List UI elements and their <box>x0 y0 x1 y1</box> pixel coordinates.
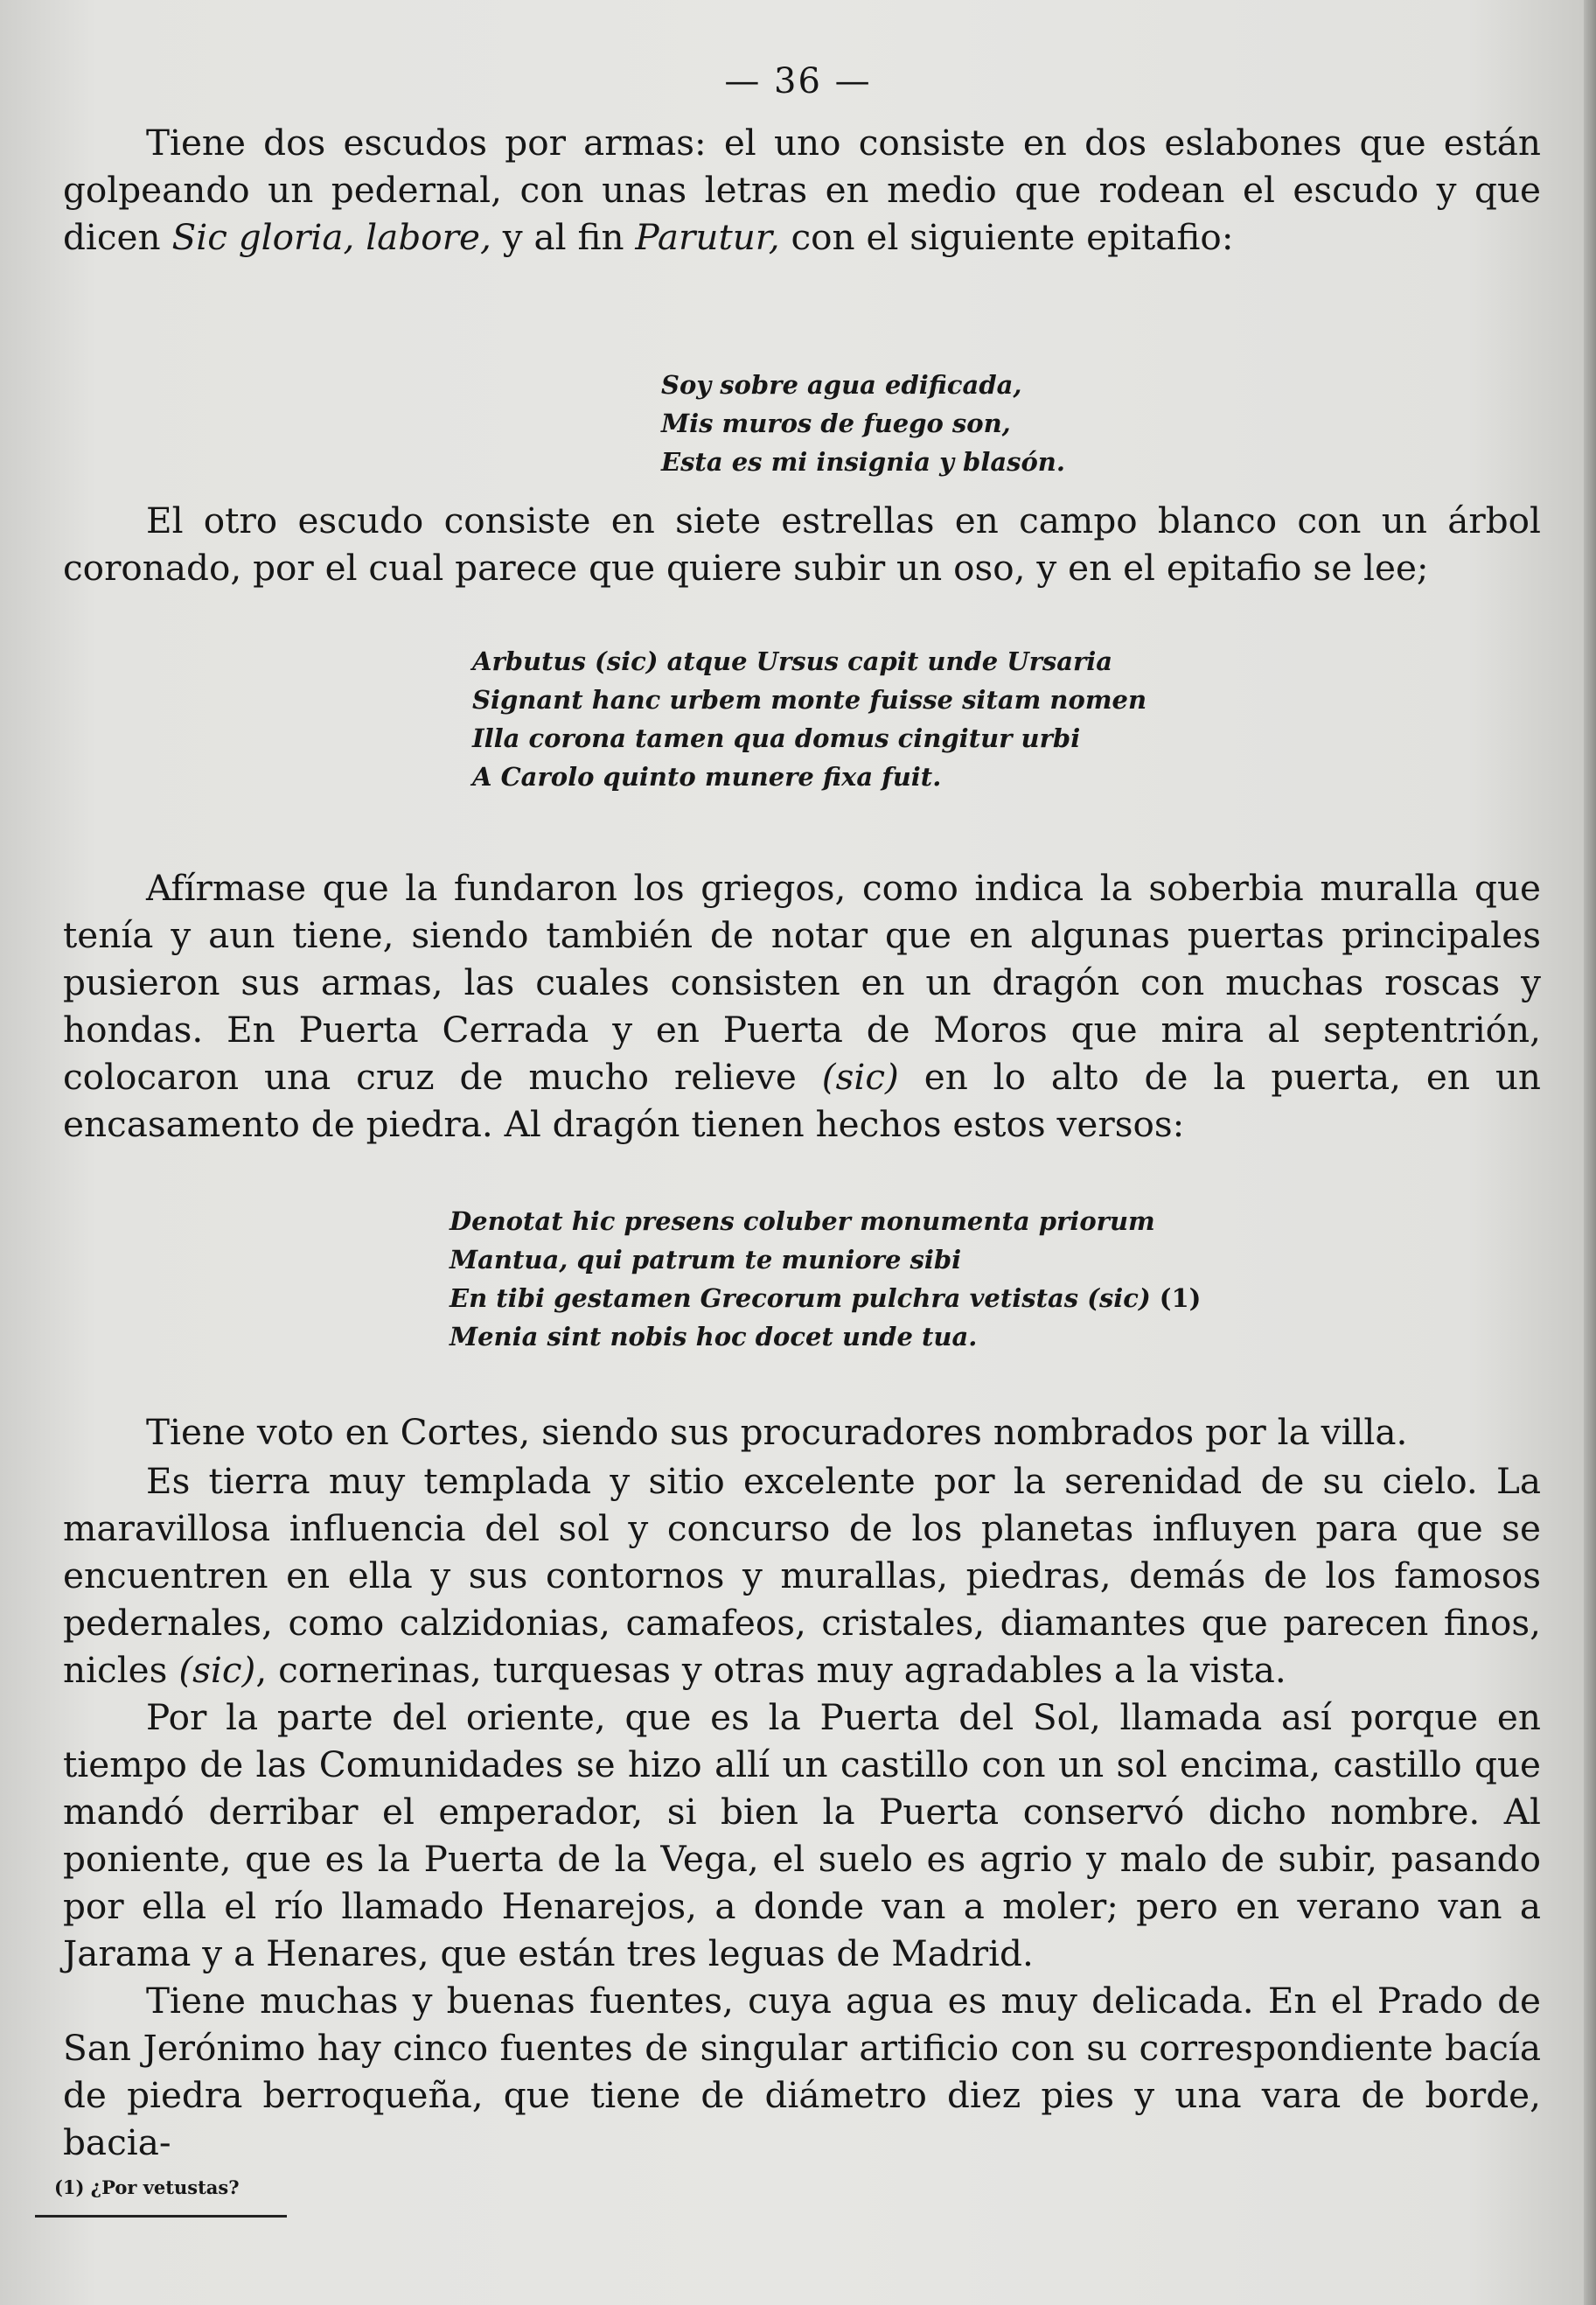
page-number: — 36 — <box>724 61 872 101</box>
footnote-mark: (1) <box>54 2176 85 2198</box>
paragraph-text: Afírmase que la fundaron los griegos, como indica la soberbia muralla que tenía y aun tiene, siendo también de notar que en algunas puertas principales pusieron sus armas, las cuales consisten en un dragón con muchas roscas y hondas. En Puerta Cerrada y en Puerta de Moros que mira al septentrión, colocaron una cruz de mucho relieve <box>63 867 1541 1098</box>
paragraph-puertas: Por la parte del oriente, que es la Puerta del Sol, llamada así porque en tiempo de las Comunidades se hizo allí un castillo con un sol encima, castillo que mandó derribar el emperador, si bien la Puerta conservó dicho nombre. Al poniente, que es la Puerta de la Vega, el suelo es agrio y malo de subir, pasando por ella el río llamado Henarejos, a donde van a moler; pero en verano van a Jarama y a Henares, que están tres leguas de Madrid. <box>63 1696 1541 1974</box>
verse-line: Arbutus (sic) atque Ursus capit unde Ursaria <box>472 646 1113 676</box>
paragraph-text: , cornerinas, turquesas y otras muy agradables a la vista. <box>255 1649 1286 1691</box>
footnote-rule <box>35 2215 287 2218</box>
footnote-text: ¿Por vetustas? <box>90 2176 240 2198</box>
verse-line: Esta es mi insignia y blasón. <box>661 447 1065 477</box>
verse-line: En tibi gestamen Grecorum pulchra vetistas (sic) <box>450 1283 1151 1313</box>
verse-dragon <box>450 1202 1201 1356</box>
paragraph-otro-escudo: El otro escudo consiste en siete estrellas en campo blanco con un árbol coronado, por el cual parece que quiere subir un oso, y en el epitafio se lee; <box>63 499 1541 589</box>
paragraph-griegos <box>63 864 1541 1148</box>
italic-sic: (sic) <box>178 1649 256 1691</box>
paragraph-text: y al fin <box>491 216 636 258</box>
verse-epitafio-1 <box>661 366 1065 481</box>
paragraph-cortes: Tiene voto en Cortes, siendo sus procuradores nombrados por la villa. <box>146 1411 1408 1453</box>
verse-line: Mis muros de fuego son, <box>661 409 1011 438</box>
verse-line: Illa corona tamen qua domus cingitur urbi <box>472 723 1081 753</box>
paragraph-fuentes: Tiene muchas y buenas fuentes, cuya agua es muy delicada. En el Prado de San Jerónimo hay cinco fuentes de singular artificio con su correspondiente bacía de piedra berroqueña, que tiene de diámetro diez pies y una vara de borde, bacia- <box>63 1980 1541 2163</box>
italic-motto: Parutur, <box>635 216 780 258</box>
verse-line: Signant hanc urbem monte fuisse sitam nomen <box>472 685 1147 715</box>
verse-line: Denotat hic presens coluber monumenta priorum <box>450 1206 1155 1236</box>
paragraph-text: Es tierra muy templada y sitio excelente por la serenidad de su cielo. La maravillosa influencia del sol y concurso de los planetas influyen para que se encuentren en ella y sus contornos y murallas, piedras, demás de los famosos pedernales, como calzidonias, camafeos, cristales, diamantes que parecen finos, nicles <box>63 1460 1541 1691</box>
paragraph-clima <box>63 1457 1541 1694</box>
verse-line: Mantua, qui patrum te muniore sibi <box>450 1245 962 1275</box>
verse-epitafio-2 <box>472 642 1146 796</box>
paragraph-text: con el siguiente epitafio: <box>779 216 1234 258</box>
italic-motto: Sic gloria, labore, <box>171 216 491 258</box>
verse-line: A Carolo quinto munere fixa fuit. <box>472 762 942 792</box>
italic-sic: (sic) <box>821 1056 899 1098</box>
verse-line: Menia sint nobis hoc docet unde tua. <box>450 1322 978 1352</box>
paragraph-text: Tiene dos escudos por armas: el uno consiste en dos eslabones que están golpeando un pedernal, con unas letras en medio que rodean el escudo y que dicen <box>63 122 1541 258</box>
footnote <box>54 2176 240 2198</box>
verse-line: Soy sobre agua edificada, <box>661 370 1022 400</box>
paragraph-escudos <box>63 119 1541 261</box>
page-edge-shadow <box>1584 0 1596 2305</box>
footnote-reference: (1) <box>1150 1283 1202 1313</box>
paragraph-text: en lo alto de la puerta, en un encasamento de piedra. Al dragón tienen hechos estos versos: <box>63 1056 1541 1145</box>
